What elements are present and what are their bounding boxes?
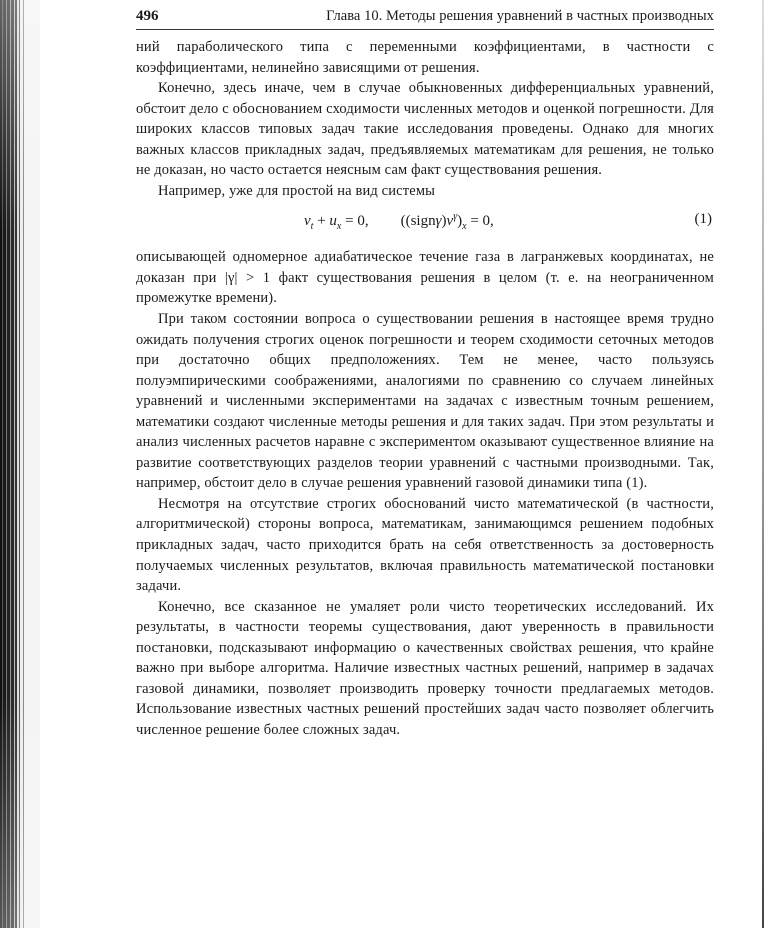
book-page — [136, 6, 714, 741]
paragraph-6: Конечно, все сказанное не умаляет роли чисто теоретических исследований. Их результаты, в частности теоремы существования, дают уверенность в правильности постановки, подсказывают информацию о качественных свойствах решения, что крайне важно при выборе алгоритма. Наличие известных частных решений, например в задачах газовой динамики, позволяет производить проверку точности предлагаемых методов. Использование известных частных решений простейших задач часто позволяет облегчить численное решение более сложных задач. — [136, 598, 714, 738]
eq-u: u — [329, 213, 337, 230]
running-title: Глава 10. Методы решения уравнений в частных производных — [326, 8, 714, 24]
eq-v: v — [304, 213, 311, 230]
page-number: 496 — [136, 8, 159, 24]
eq-rhs-1: = 0, — [341, 213, 369, 230]
eq-v2-sup: γ — [453, 211, 458, 223]
eq-u-sub: x — [336, 221, 342, 233]
eq-open: ((sign — [400, 213, 436, 230]
paragraph-0: ний параболического типа с переменными коэффициентами, в частности с коэффициентами, нелинейно зависящими от решения. — [136, 39, 714, 76]
page-header — [136, 6, 714, 30]
eq-close: ) — [441, 213, 447, 230]
paragraph-3: описывающей одномерное адиабатическое течение газа в лагранжевых координатах, не доказан при |γ| > 1 факт существования решения в целом (т. е. на неограниченном промежутке времени). — [136, 249, 714, 307]
equation-expression — [304, 211, 494, 232]
paragraph-2: Например, уже для простой на вид системы — [158, 182, 436, 199]
eq-plus: + — [313, 213, 330, 230]
eq-paren: ) — [457, 213, 463, 230]
eq-v2: v — [446, 213, 454, 230]
scan-right-edge — [762, 0, 764, 928]
equation-1 — [136, 201, 714, 247]
eq-paren-sub: x — [462, 221, 467, 233]
paragraph-1: Конечно, здесь иначе, чем в случае обыкновенных дифференциальных уравнений, обстоит дело с обоснованием сходимости численных методов и оценкой погрешности. Для широких классов типовых задач такие исследования проведены. Однако для многих важных классов прикладных задач, предъявляемых математикам для решения, не только не доказан, но часто остается неясным сам факт существования решения. — [136, 80, 714, 179]
scan-binding-fade — [0, 0, 40, 928]
eq-rhs-2: = 0, — [466, 213, 494, 230]
eq-gamma: γ — [435, 213, 442, 230]
equation-number: (1) — [694, 211, 712, 228]
page-body — [136, 37, 714, 741]
paragraph-5: Несмотря на отсутствие строгих обоснований чисто математической (в частности, алгоритмической) стороны вопроса, математикам, занимающимся решением подобных прикладных задач, часто приходится брать на себя ответственность за достоверность получаемых численных результатов, включая правильность математической постановки задачи. — [136, 495, 714, 595]
eq-v-sub: t — [310, 221, 314, 233]
paragraph-4: При таком состоянии вопроса о существовании решения в настоящее время трудно ожидать получения строгих оценок погрешности и теорем сходимости сеточных методов при достаточно общих предположениях. Тем не менее, часто пользуясь полуэмпирическими соображениями, аналогиями по сравнению со случаем линейных уравнений и численными экспериментами на задачах с известным точным решением, математики создают численные методы решения и для таких задач. При этом результаты и анализ численных расчетов наравне с экспериментом оказывают существенное влияние на развитие соответствующих разделов теории уравнений с частными производными. Так, например, обстоит дело в случае решения уравнений газовой динамики типа (1). — [136, 311, 714, 492]
